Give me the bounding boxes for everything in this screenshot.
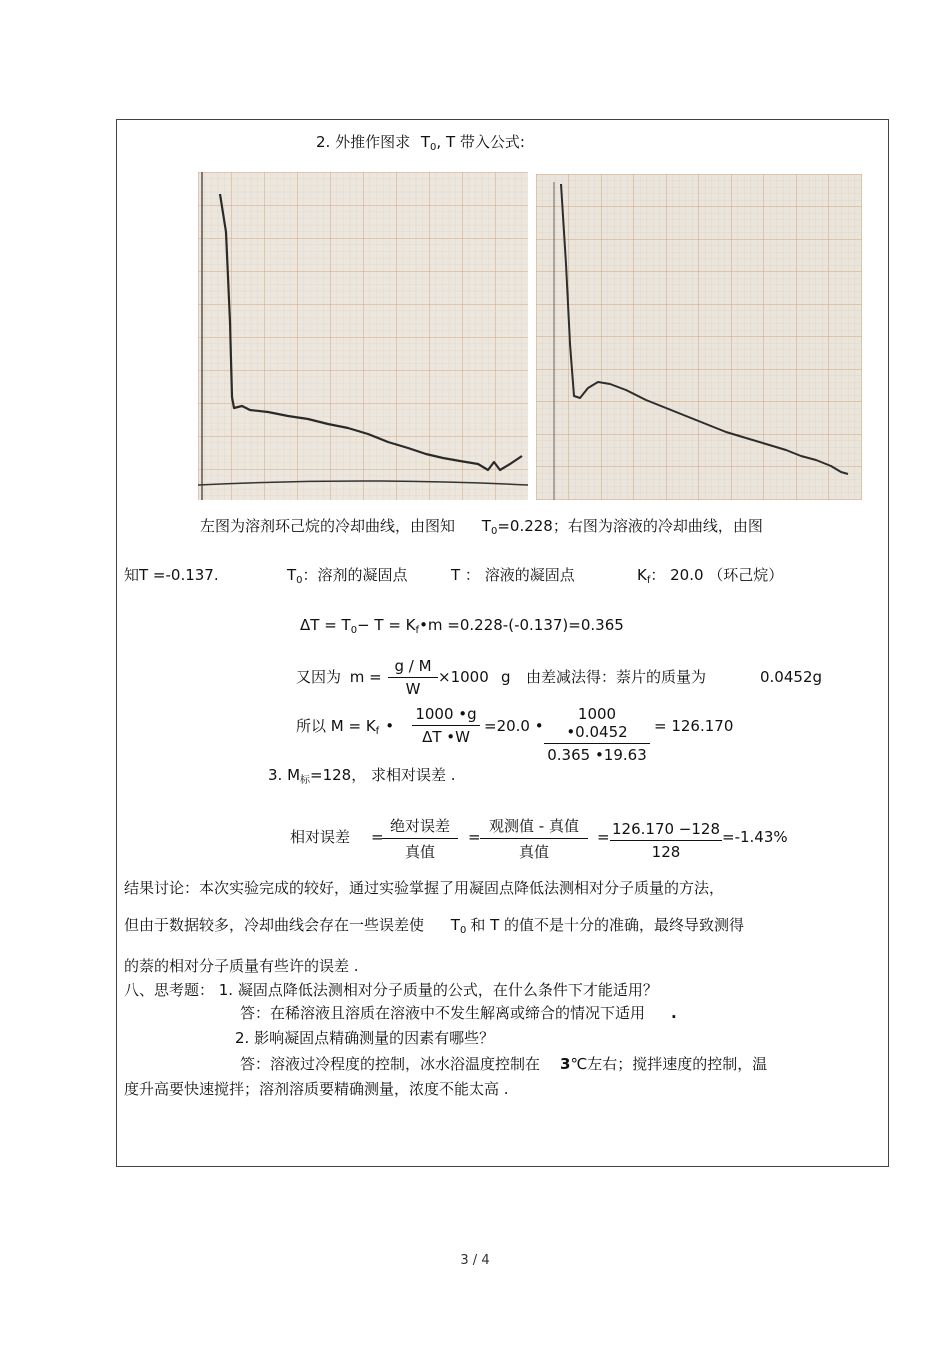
fraction-observed-minus-true: 观测值 - 真值 真值 <box>480 815 588 862</box>
equation-m-prefix: 又因为 m = <box>296 668 382 686</box>
relative-error-result: =-1.43% <box>722 828 788 846</box>
naphthalene-mass-value: 0.0452g <box>760 668 823 686</box>
page-number: 3 / 4 <box>460 1253 490 1268</box>
solution-freezing-point-label: T ： 溶液的凝固点 <box>451 566 575 584</box>
solvent-cooling-curve <box>198 172 528 500</box>
fraction-numeric-values: 1000 •0.0452 0.365 •19.63 <box>544 705 650 764</box>
fraction-absolute-error: 绝对误差 真值 <box>382 815 458 862</box>
fraction-numeric-error: 126.170 −128 128 <box>612 820 720 861</box>
answer-2-line-2: 度升高要快速搅拌；溶剂溶质要精确测量，浓度不能太高 . <box>124 1080 509 1098</box>
answer-1: 答：在稀溶液且溶质在溶液中不发生解离或缔合的情况下适用 . <box>240 1004 677 1022</box>
answer-2-line-1: 答：溶液过冷程度的控制，冰水浴温度控制在 3℃左右；搅拌速度的控制，温 <box>240 1055 768 1073</box>
equation-molar-mass-prefix: 所以 $M = K_f$ • <box>296 717 395 737</box>
equation-delta-t: $\Delta T = T_0- T$ = $K_f•m =0.228-(-0.137)=0.365$ <box>300 616 624 636</box>
thinking-question-2: 2. 影响凝固点精确测量的因素有哪些？ <box>235 1029 495 1047</box>
paragraph-definitions: 知T =-0.137. <box>124 566 219 584</box>
equals-sign-3: = <box>597 828 610 846</box>
molar-mass-result: = 126.170 <box>654 717 734 735</box>
solvent-cooling-curve-photo <box>198 172 528 500</box>
unit-g: g <box>501 668 511 686</box>
solvent-freezing-point-label: $T_0$：溶剂的凝固点 <box>287 566 408 586</box>
fraction-1000g-over-dt-w: 1000 •g ΔT •W <box>412 705 480 746</box>
naphthalene-mass-text: 由差减法得：萘片的质量为 <box>526 668 707 686</box>
discussion-line-1: 结果讨论：本次实验完成的较好，通过实验掌握了用凝固点降低法测相对分子质量的方法， <box>124 879 725 897</box>
section3-title: 3. $M_标=128$， 求相对误差 . <box>268 766 456 786</box>
equals-sign-1: = <box>371 828 384 846</box>
relative-error-label: 相对误差 <box>290 828 351 846</box>
equals-20: =20.0 • <box>484 717 544 735</box>
equals-sign-2: = <box>468 828 481 846</box>
solution-cooling-curve-photo <box>536 174 862 500</box>
fraction-g-over-m-w: g / M W <box>388 657 438 698</box>
thinking-question-1: 八、思考题： 1. 凝固点降低法测相对分子质量的公式，在什么条件下才能适用？ <box>124 981 658 999</box>
solution-cooling-curve <box>536 174 862 500</box>
section2-title: 2. 外推作图求 $T_0$, T 带入公式: <box>316 133 525 153</box>
times-1000: ×1000 <box>438 668 489 686</box>
discussion-line-3: 的萘的相对分子质量有些许的误差 . <box>124 957 359 975</box>
kf-constant-label: $K_f$： 20.0 （环己烷） <box>637 566 784 586</box>
discussion-line-2: 但由于数据较多，冷却曲线会存在一些误差使 $T_0$ 和 T 的值不是十分的准确，最终导致测得 <box>124 916 745 936</box>
paragraph-cooling-results: 左图为溶剂环己烷的冷却曲线，由图知 $T_0=0.228$；右图为溶液的冷却曲线，由图 <box>200 517 763 537</box>
